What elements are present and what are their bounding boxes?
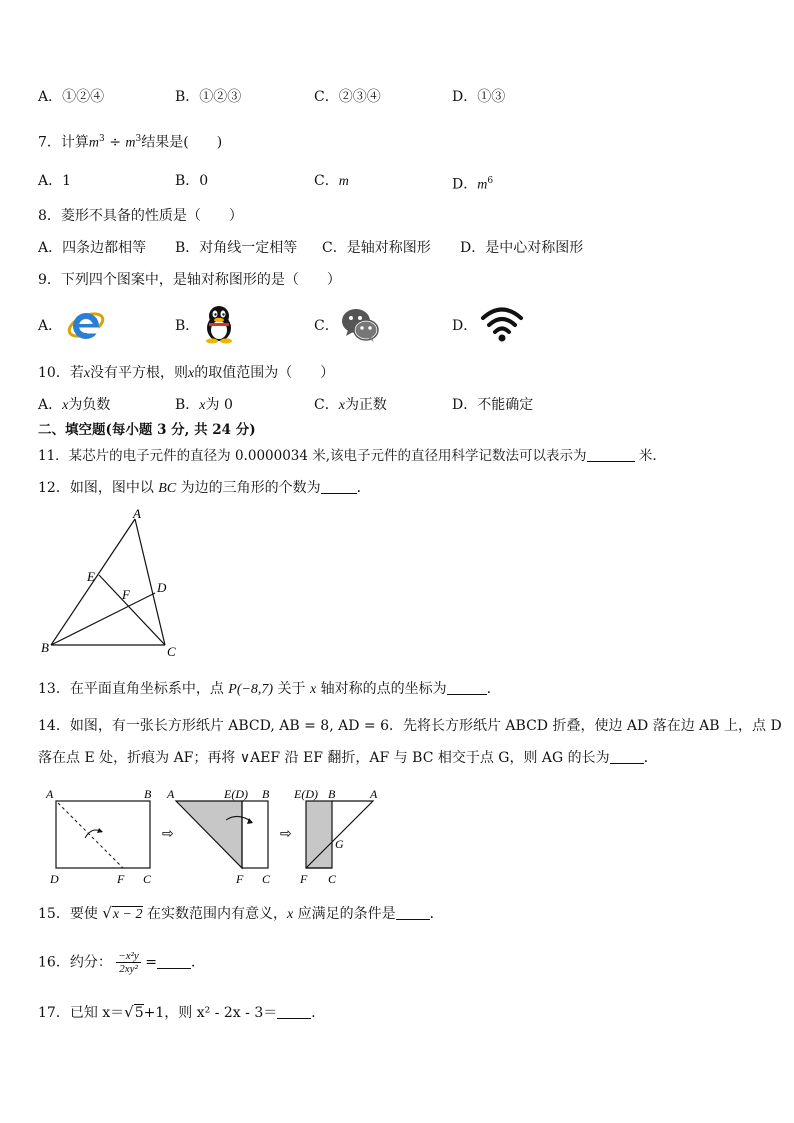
q9-option-d: D．: [452, 318, 478, 334]
q17-stem: 17．已知 x＝√5+1，则 x² - 2x - 3＝ ．: [38, 1003, 326, 1021]
fig14-p2-label-f: F: [236, 872, 244, 886]
q11-answer-blank[interactable]: [587, 447, 635, 462]
fig12-label-c: C: [167, 644, 176, 658]
q7-option-b: B．0: [175, 173, 209, 189]
fig14-p3-label-c: C: [328, 872, 337, 886]
q16-fraction: $\frac{\text{−x²y}}{\text{2xy²}}$: [118, 950, 139, 975]
q15-answer-blank[interactable]: [396, 905, 430, 920]
folding-figure: [40, 784, 390, 892]
q17-answer-blank[interactable]: [277, 1004, 311, 1019]
fig14-p2-label-a: A: [167, 787, 175, 801]
q6-option-a: A．①②④: [38, 89, 105, 105]
q14-line-1: 14．如图，有一张长方形纸片 ABCD, AB = 8, AD = 6．先将长方形纸片 ABCD 折叠，使边 AD 落在边 AB 上，点 D: [38, 718, 782, 734]
q9-option-b: B．: [175, 318, 200, 334]
q7-option-c: C．m: [314, 173, 349, 189]
q16-stem: 16．约分： $\frac{\text{−x²y}}{\text{2xy²}}$ = ．: [38, 950, 205, 975]
fig14-p3-label-g: G: [335, 837, 344, 851]
q9-option-c: C．: [314, 318, 339, 334]
fig12-label-b: B: [41, 640, 49, 655]
fig14-p2-label-b: B: [262, 787, 270, 801]
q10-stem: 10．若x没有平方根，则x的取值范围为（ ）: [38, 365, 335, 381]
q7-stem: 7．计算$m^3 \div m^3$结果是( ): [38, 134, 223, 151]
q9-option-a: A．: [38, 318, 63, 334]
q12-answer-blank[interactable]: [321, 479, 357, 494]
q10-option-b: B．x为 0: [175, 397, 233, 413]
q7-option-a: A．1: [38, 173, 72, 189]
fig12-label-e: E: [87, 569, 95, 584]
q7-option-d: D．$m^6$: [452, 176, 494, 193]
q12-stem: 12．如图，图中以 BC 为边的三角形的个数为 ．: [38, 480, 371, 496]
q13-stem: 13．在平面直角坐标系中，点 P(−8,7) 关于 x 轴对称的点的坐标为 .: [38, 681, 492, 697]
internet-explorer-icon: [66, 306, 106, 348]
q15-stem: 15．要使 √x − 2 在实数范围内有意义，x 应满足的条件是 ．: [38, 904, 444, 922]
fig14-p1-label-d: D: [50, 872, 59, 886]
q14-line-2: 落在点 E 处，折痕为 AF；再将 ∨AEF 沿 EF 翻折，AF 与 BC 相交于点 G，则 AG 的长为 ．: [38, 750, 658, 766]
q10-option-a: A．x为负数: [38, 397, 111, 413]
wechat-icon: [340, 305, 380, 349]
q6-option-b: B．①②③: [175, 89, 242, 105]
q8-option-b: B．对角线一定相等: [175, 240, 298, 256]
q11-stem: 11．某芯片的电子元件的直径为 0.0000034 米,该电子元件的直径用科学记数法可以表示为 米.: [38, 448, 657, 464]
fig14-p1-label-f: F: [117, 872, 125, 886]
section-2-heading: 二、填空题(每小题 3 分, 共 24 分): [38, 422, 256, 438]
wifi-icon: [480, 304, 524, 348]
q14-answer-blank[interactable]: [610, 749, 644, 764]
fig14-arrow-1: ⇨: [162, 827, 174, 842]
q16-answer-blank[interactable]: [157, 954, 191, 969]
q13-answer-blank[interactable]: [447, 680, 487, 695]
q10-option-c: C．x为正数: [314, 397, 387, 413]
fig14-p3-label-f: F: [300, 872, 308, 886]
fig14-p1-label-b: B: [144, 787, 152, 801]
fig14-p3-label-ed: E(D): [294, 787, 318, 801]
qq-penguin-icon: [202, 304, 236, 348]
fig14-p2-label-c: C: [262, 872, 271, 886]
q8-option-c: C．是轴对称图形: [322, 240, 431, 256]
q10-option-d: D．不能确定: [452, 397, 534, 413]
fig12-label-f: F: [122, 587, 130, 602]
fig14-p3-label-b: B: [328, 787, 336, 801]
fig14-p3-label-a: A: [370, 787, 378, 801]
q8-option-a: A．四条边都相等: [38, 240, 147, 256]
fig14-p1-label-c: C: [143, 872, 152, 886]
fig14-p2-label-ed: E(D): [224, 787, 248, 801]
q8-stem: 8．菱形不具备的性质是（ ）: [38, 208, 243, 224]
fig12-label-a: A: [133, 508, 141, 521]
q6-option-d: D．①③: [452, 89, 506, 105]
q6-option-c: C．②③④: [314, 89, 381, 105]
q9-stem: 9．下列四个图案中，是轴对称图形的是（ ）: [38, 272, 341, 288]
fig14-arrow-2: ⇨: [280, 827, 292, 842]
triangle-figure: [38, 508, 188, 662]
fig12-label-d: D: [157, 580, 167, 595]
fig14-p1-label-a: A: [46, 787, 54, 801]
q8-option-d: D．是中心对称图形: [460, 240, 584, 256]
